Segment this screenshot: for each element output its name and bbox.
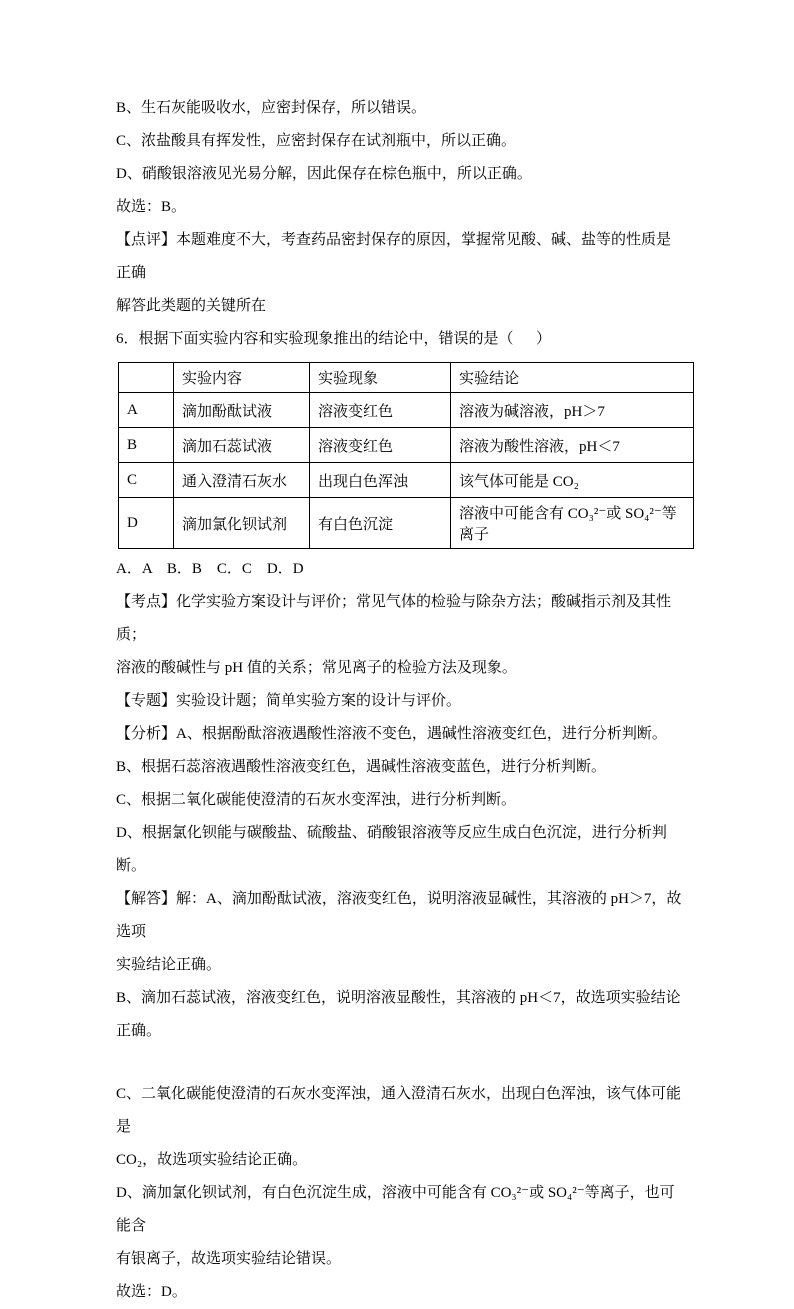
question-line: 6．根据下面实验内容和实验现象推出的结论中，错误的是（ ）: [116, 331, 552, 347]
jieda-line: B、滴加石蕊试液，溶液变红色，说明溶液显酸性，其溶液的 pH＜7，故选项实验结论正确。: [116, 990, 681, 1039]
comment-line: 【点评】本题难度不大，考查药品密封保存的原因，掌握常见酸、碱、盐等的性质是正确: [116, 232, 672, 281]
phenomenon-cell: 有白色沉淀: [310, 498, 451, 549]
conclusion-cell: 溶液中可能含有 CO₃²⁻或 SO₄²⁻等离子: [451, 498, 694, 549]
phenomenon-cell: 溶液变红色: [310, 393, 451, 428]
jieda-line: CO₂，故选项实验结论正确。: [116, 1152, 308, 1168]
kaodian-line: 【考点】化学实验方案设计与评价；常见气体的检验与除杂方法；酸碱指示剂及其性质；: [116, 594, 672, 643]
text-line: B、生石灰能吸收水，应密封保存，所以错误。: [116, 100, 427, 116]
experiment-table: [118, 362, 694, 549]
table-header-cell: 实验结论: [451, 363, 694, 393]
table-header-cell: 实验现象: [310, 363, 451, 393]
conclusion-cell: 该气体可能是 CO₂: [451, 463, 694, 498]
answer-line: 故选：B。: [116, 199, 187, 215]
jieda-line: 实验结论正确。: [116, 957, 222, 973]
content-cell: 滴加氯化钡试剂: [174, 498, 310, 549]
comment-line: 解答此类题的关键所在: [116, 298, 267, 314]
conclusion-cell: 溶液为碱溶液，pH＞7: [451, 393, 694, 428]
content-cell: 滴加石蕊试液: [174, 428, 310, 463]
fenxi-line: C、根据二氧化碳能使澄清的石灰水变浑浊，进行分析判断。: [116, 792, 517, 808]
content-cell: 滴加酚酞试液: [174, 393, 310, 428]
jieda-line: C、二氧化碳能使澄清的石灰水变浑浊，通入澄清石灰水，出现白色浑浊，该气体可能是: [116, 1086, 682, 1135]
table-header-cell: 实验内容: [174, 363, 310, 393]
table-row: [119, 393, 694, 428]
option-cell: A: [119, 393, 174, 428]
final-answer-line: 故选：D。: [116, 1284, 187, 1300]
table-row: [119, 463, 694, 498]
fenxi-line: B、根据石蕊溶液遇酸性溶液变红色，遇碱性溶液变蓝色，进行分析判断。: [116, 759, 607, 775]
zhuanti-line: 【专题】实验设计题；简单实验方案的设计与评价。: [116, 693, 462, 709]
option-cell: D: [119, 498, 174, 549]
jieda-line: 【解答】解：A、滴加酚酞试液，溶液变红色，说明溶液显碱性，其溶液的 pH＞7，故选项: [116, 891, 682, 940]
table-row: [119, 498, 694, 549]
jieda-line: 有银离子，故选项实验结论错误。: [116, 1251, 342, 1267]
fenxi-line: D、根据氯化钡能与碳酸盐、硫酸盐、硝酸银溶液等反应生成白色沉淀，进行分析判断。: [116, 825, 667, 874]
phenomenon-cell: 溶液变红色: [310, 428, 451, 463]
content-cell: 通入澄清石灰水: [174, 463, 310, 498]
option-cell: B: [119, 428, 174, 463]
kaodian-line: 溶液的酸碱性与 pH 值的关系；常见离子的检验方法及现象。: [116, 660, 517, 676]
phenomenon-cell: 出现白色浑浊: [310, 463, 451, 498]
text-line: C、浓盐酸具有挥发性，应密封保存在试剂瓶中，所以正确。: [116, 133, 517, 149]
table-header-cell: [119, 363, 174, 393]
text-line: D、硝酸银溶液见光易分解，因此保存在棕色瓶中，所以正确。: [116, 166, 532, 182]
table-header-row: [119, 363, 694, 393]
jieda-line: D、滴加氯化钡试剂，有白色沉淀生成，溶液中可能含有 CO₃²⁻或 SO₄²⁻等离子，也可能含: [116, 1185, 675, 1234]
fenxi-line: 【分析】A、根据酚酞溶液遇酸性溶液不变色，遇碱性溶液变红色，进行分析判断。: [116, 726, 667, 742]
option-cell: C: [119, 463, 174, 498]
answer-options-line: A．A B．B C．C D．D: [116, 561, 304, 577]
conclusion-cell: 溶液为酸性溶液，pH＜7: [451, 428, 694, 463]
table-row: [119, 428, 694, 463]
